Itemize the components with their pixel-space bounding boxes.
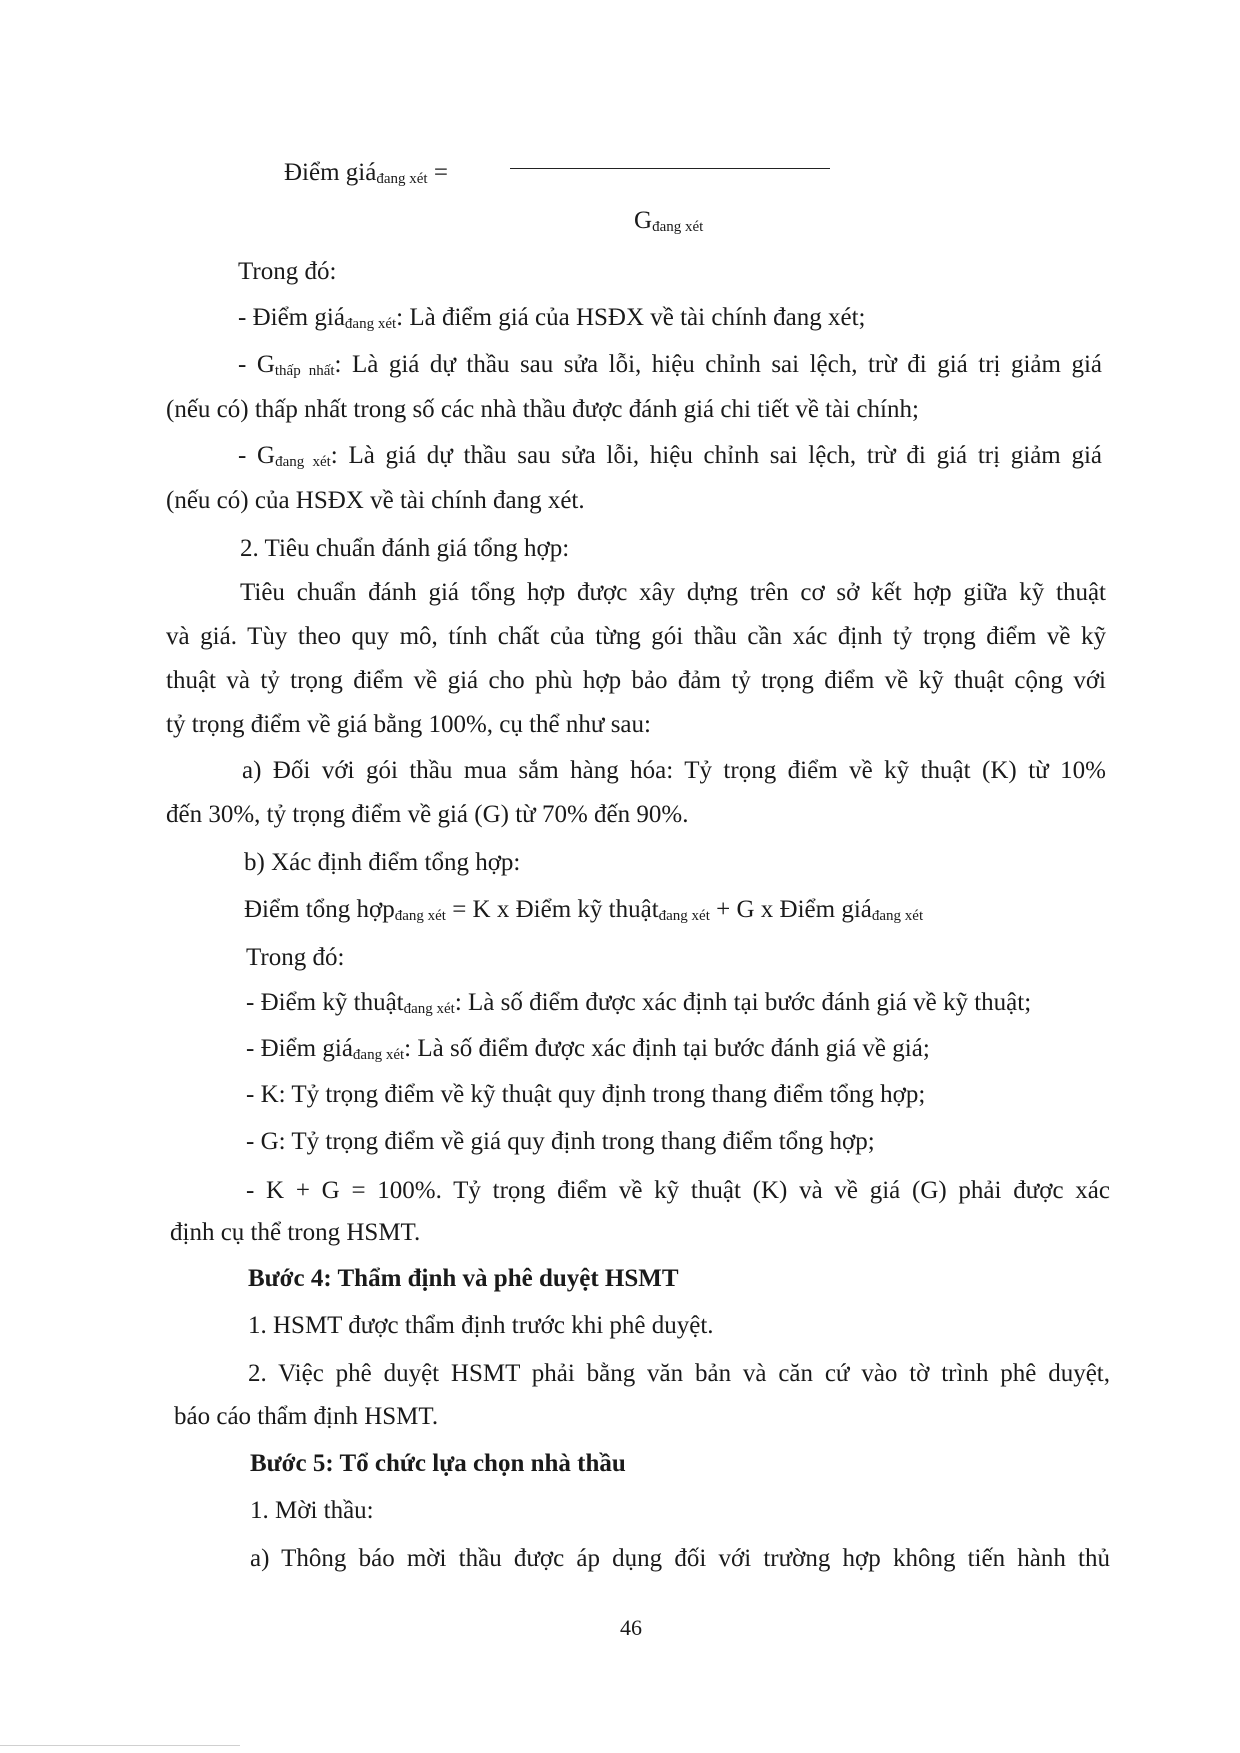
fraction-bar	[510, 168, 830, 169]
scan-edge-line	[0, 1745, 240, 1746]
section2-item-b-heading: b) Xác định điểm tổng hợp:	[244, 849, 521, 876]
definition-tech-score: - Điểm kỹ thuật$_{đang xét}$: Là số điểm được xác định tại bước đánh giá về kỹ thuật;	[246, 989, 1032, 1017]
definition-k: - K: Tỷ trọng điểm về kỹ thuật quy định trong thang điểm tổng hợp;	[246, 1081, 926, 1108]
step5-item1: 1. Mời thầu:	[250, 1497, 374, 1524]
section2-paragraph-line3: thuật và tỷ trọng điểm về giá cho phù hợp bảo đảm tỷ trọng điểm về kỹ thuật cộng với	[166, 667, 1106, 694]
composite-score-formula: Điểm tổng hợp$_{đang xét}$ = K x Điểm kỹ thuật$_{đang xét}$ + G x Điểm giá$_{đang xét}$	[244, 896, 924, 924]
definition-k-plus-g-line2: định cụ thể trong HSMT.	[170, 1219, 421, 1246]
definition-price-score: - Điểm giá$_{đang xét}$: Là điểm giá của HSĐX về tài chính đang xét;	[238, 304, 866, 332]
formula-lhs: Điểm giá$_{đang xét}$ =	[284, 159, 448, 187]
definitions2-intro: Trong đó:	[246, 944, 345, 971]
section2-paragraph-line2: và giá. Tùy theo quy mô, tính chất của từng gói thầu cần xác định tỷ trọng điểm về kỹ	[166, 623, 1106, 650]
definition-k-plus-g-line1: - K + G = 100%. Tỷ trọng điểm về kỹ thuật (K) và về giá (G) phải được xác	[246, 1177, 1110, 1204]
section2-paragraph-line1: Tiêu chuẩn đánh giá tổng hợp được xây dựng trên cơ sở kết hợp giữa kỹ thuật	[240, 579, 1106, 606]
step4-heading: Bước 4: Thẩm định và phê duyệt HSMT	[248, 1265, 679, 1292]
section2-paragraph-line4: tỷ trọng điểm về giá bằng 100%, cụ thể như sau:	[166, 711, 651, 738]
step4-item2-line1: 2. Việc phê duyệt HSMT phải bằng văn bản và căn cứ vào tờ trình phê duyệt,	[248, 1360, 1110, 1387]
definition-lowest-price-line1: - $G_{thấp nhất}$: Là giá dự thầu sau sửa lỗi, hiệu chỉnh sai lệch, trừ đi giá trị giảm giá	[238, 351, 1102, 379]
page-number: 46	[620, 1615, 642, 1640]
definitions-intro: Trong đó:	[238, 258, 337, 285]
step4-item1: 1. HSMT được thẩm định trước khi phê duyệt.	[248, 1312, 714, 1339]
section2-item-a-line1: a) Đối với gói thầu mua sắm hàng hóa: Tỷ trọng điểm về kỹ thuật (K) từ 10%	[242, 757, 1106, 784]
definition-current-price-line2: (nếu có) của HSĐX về tài chính đang xét.	[166, 487, 585, 514]
section2-heading: 2. Tiêu chuẩn đánh giá tổng hợp:	[240, 535, 570, 562]
formula-denominator: $G_{đang xét}$	[634, 207, 704, 235]
definition-current-price-line1: - $G_{đang xét}$: Là giá dự thầu sau sửa lỗi, hiệu chỉnh sai lệch, trừ đi giá trị giảm giá	[238, 442, 1102, 470]
definition-g: - G: Tỷ trọng điểm về giá quy định trong thang điểm tổng hợp;	[246, 1128, 875, 1155]
section2-item-a-line2: đến 30%, tỷ trọng điểm về giá (G) từ 70% đến 90%.	[166, 801, 689, 828]
step5-item-a-line1: a) Thông báo mời thầu được áp dụng đối với trường hợp không tiến hành thủ	[250, 1545, 1110, 1572]
step5-heading: Bước 5: Tổ chức lựa chọn nhà thầu	[250, 1450, 626, 1477]
definition-lowest-price-line2: (nếu có) thấp nhất trong số các nhà thầu được đánh giá chi tiết về tài chính;	[166, 396, 919, 423]
definition-price-score-2: - Điểm giá$_{đang xét}$: Là số điểm được xác định tại bước đánh giá về giá;	[246, 1035, 930, 1063]
step4-item2-line2: báo cáo thẩm định HSMT.	[174, 1403, 439, 1430]
